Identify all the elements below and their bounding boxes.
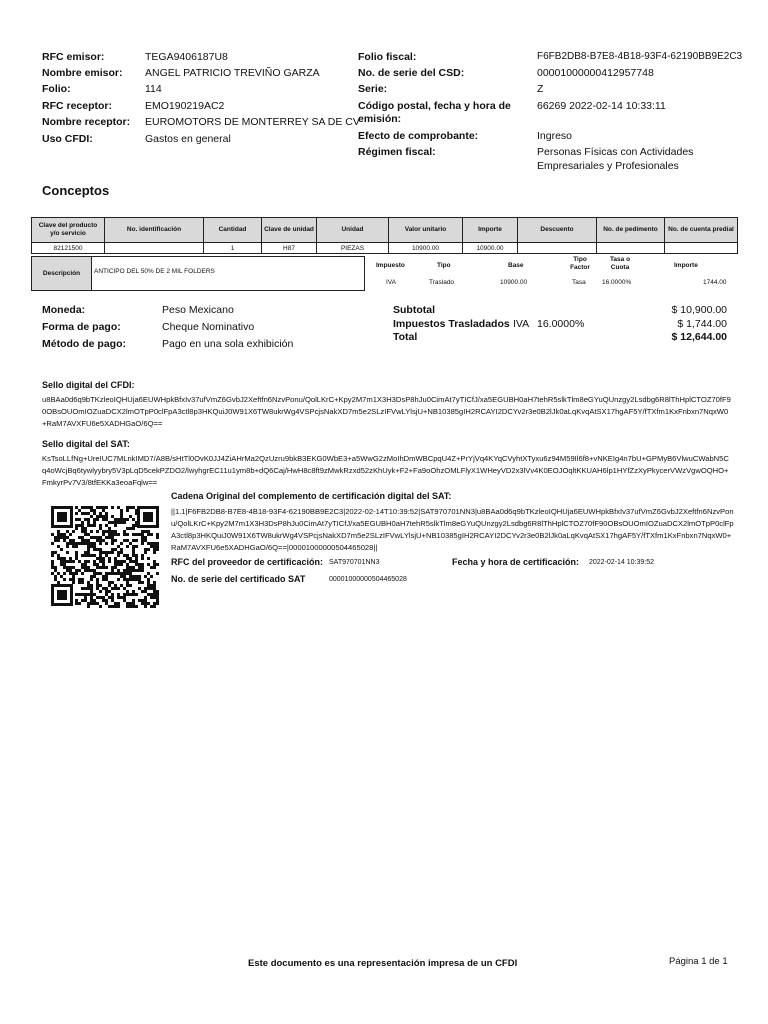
descripcion-value-box <box>91 256 365 291</box>
forma-pago-value: Cheque Nominativo <box>162 321 255 333</box>
qr-code <box>49 504 161 608</box>
tax-value-base: 10900.00 <box>500 279 528 286</box>
tax-value-impuesto: IVA <box>386 279 396 286</box>
moneda-label: Moneda: <box>42 304 86 316</box>
impuestos-tasa: 16.0000% <box>537 318 585 330</box>
table-cell: 10900.00 <box>389 243 463 254</box>
col-header: No. identificación <box>105 218 204 243</box>
serie-sat-label: No. de serie del certificado SAT <box>171 574 306 584</box>
serie-sat-value: 00001000000504465028 <box>329 576 407 583</box>
col-header: Descuento <box>518 218 597 243</box>
table-cell: 10900.00 <box>463 243 518 254</box>
fecha-certificacion-label: Fecha y hora de certificación: <box>452 557 580 567</box>
tax-value-tasa: 16.0000% <box>602 279 632 286</box>
col-header: Unidad <box>317 218 389 243</box>
table-cell <box>105 243 204 254</box>
metodo-pago-value: Pago en una sola exhibición <box>162 338 294 350</box>
nombre-receptor-value: EUROMOTORS DE MONTERREY SA DE CV <box>145 116 360 128</box>
cp-fecha-label-2: emisión: <box>358 113 402 125</box>
table-cell: 82121500 <box>32 243 105 254</box>
cadena-title: Cadena Original del complemento de certificación digital del SAT: <box>171 491 452 501</box>
rfc-proveedor-value: SAT970701NN3 <box>329 559 380 566</box>
table-row <box>32 243 738 254</box>
footer-disclaimer: Este documento es una representación impresa de un CFDI <box>248 958 518 969</box>
table-cell <box>518 243 597 254</box>
fecha-certificacion-value: 2022-02-14 10:39:52 <box>589 559 654 566</box>
folio-fiscal-label: Folio fiscal: <box>358 51 417 63</box>
sello-sat-label: Sello digital del SAT: <box>42 439 130 449</box>
tax-value-factor: Tasa <box>572 279 586 286</box>
tax-header-factor: Tipo Factor <box>570 256 590 271</box>
cadena-value: ||1.1|F6FB2DB8-B7E8-4B18-93F4-62190BB9E2C3|2022-02-14T10:39:52|SAT970701NN3|u8BAa0d6q9bTKzleoIQHUja6EUWHpkBfxIv37ufVmZ6GvbJ2Xeftfn6NzvPonu/QolLKrC+Kpy2M7m1X3H3DsP8hJu0CimAt7yTICfJ/xa5EGUBH0aH7tehR5slkTlm8eGYuQUnzgy2Lsdbg6R8lThHplCTOZ70fF90OBsOUOmIOZuaDCX2lmOTpP0clFpA3ctl8p3HKQuiJ0W91X6TW8ukrWg4VSPcjsNakXD7m5e2SLzIFVwLYlsjU+NB10385gIH2RCAYI2DCYv2r3e0B2lJk0aLqKvqAtSX17hgAF5Y/fTXfm1KxFnbxn7NqxW0+RaM7AVXFU6e5XADHGaO/6Q==|00001000000504465028|| <box>171 507 734 552</box>
impuestos-label: Impuestos Trasladados <box>393 318 510 330</box>
concepts-table <box>31 217 738 254</box>
uso-cfdi-label: Uso CFDI: <box>42 133 93 145</box>
cp-fecha-value: 66269 2022-02-14 10:33:11 <box>537 100 666 112</box>
tax-value-importe: 1744.00 <box>703 279 727 286</box>
impuestos-value: $ 1,744.00 <box>677 318 727 330</box>
rfc-receptor-value: EMO190219AC2 <box>145 100 225 112</box>
efecto-label: Efecto de comprobante: <box>358 130 479 142</box>
nombre-receptor-label: Nombre receptor: <box>42 116 131 128</box>
rfc-emisor-label: RFC emisor: <box>42 51 105 63</box>
rfc-receptor-label: RFC receptor: <box>42 100 113 112</box>
csd-label: No. de serie del CSD: <box>358 67 465 79</box>
descripcion-label: Descripción <box>31 256 92 291</box>
folio-label: Folio: <box>42 83 71 95</box>
tax-header-tipo: Tipo <box>437 262 451 269</box>
rfc-emisor-value: TEGA9406187U8 <box>145 51 228 63</box>
col-header: Importe <box>463 218 518 243</box>
csd-value: 00001000000412957748 <box>537 67 654 79</box>
folio-value: 114 <box>145 83 162 95</box>
tax-header-impuesto: Impuesto <box>376 262 405 269</box>
nombre-emisor-value: ANGEL PATRICIO TREVIÑO GARZA <box>145 67 320 79</box>
descripcion-value: ANTICIPO DEL 50% DE 2 MIL FOLDERS <box>94 268 215 275</box>
forma-pago-label: Forma de pago: <box>42 321 121 333</box>
moneda-value: Peso Mexicano <box>162 304 234 316</box>
col-header: Valor unitario <box>389 218 463 243</box>
subtotal-label: Subtotal <box>393 304 435 316</box>
efecto-value: Ingreso <box>537 130 573 142</box>
serie-label: Serie: <box>358 83 388 95</box>
regimen-value-2: Empresariales y Profesionales <box>537 160 679 172</box>
tax-header-base: Base <box>508 262 524 269</box>
table-cell: PIEZAS <box>317 243 389 254</box>
rfc-proveedor-label: RFC del proveedor de certificación: <box>171 557 324 567</box>
col-header: Clave de unidad <box>262 218 317 243</box>
page-number: Página 1 de 1 <box>669 956 728 967</box>
folio-fiscal-value: F6FB2DB8-B7E8-4B18-93F4-62190BB9E2C3 <box>537 51 743 62</box>
conceptos-title: Conceptos <box>42 183 110 198</box>
sello-cfdi-label: Sello digital del CFDI: <box>42 380 135 390</box>
subtotal-value: $ 10,900.00 <box>671 304 727 316</box>
total-value: $ 12,644.00 <box>671 331 727 343</box>
col-header: No. de cuenta predial <box>665 218 738 243</box>
sello-cfdi-value: u8BAa0d6q9bTKzleoIQHUja6EUWHpkBfxIv37ufVmZ6GvbJ2Xeftfn6NzvPonu/QolLKrC+Kpy2M7m1X3H3DsP8hJu0CimAt7yTICfJ/xa5EGUBH0aH7tehR5slkTlm8eGYuQUnzgy2Lsdbg6R8lThHplCTOZ70fF90OBsOUOmIOZuaDCX2lmOTpP0clFpA3ctl8p3HKQuiJ0W91X6TW8ukrWg4VSPcjsNakXD7m5e2SLzIFVwLYlsjU+NB10385gIH2RCAYI2DCYv2r3e0B2lJk0aLqKvqAtSX17hgAF5Y/fTXfm1KxFnbxn7NqxW0+RaM7AVXFU6e5XADHGaO/6Q== <box>42 395 731 428</box>
description-block <box>31 256 737 291</box>
col-header: Cantidad <box>204 218 262 243</box>
uso-cfdi-value: Gastos en general <box>145 133 231 145</box>
sello-sat-value: KsTsoLLfNg+UreIUC7MLnkIMD7/A8B/sHtTl0OvK0JJ4ZiAHrMa2QzUzru9bkB3EKG0WbE3+a5WwG2zMoIhDmWBCpqU4Z+PrYjVq4KYqCVyhtXTyxu6z94M59Il6f8+vNKEIg4n7bU+GPMyB6VlwuCWabN5Cq4oWcjBq6tywlyybry5V3pLqD5cekPZDO2/lwyhgrEC11u1ym8b+dQ6Caj/HwH8c8ft9zMwkRzxd52zKhUyk+F2+Fa9oOhzOMLFlyX1WHeyVD2x3lVv4K0EOJOqltKKUAH6lp1HYfZzXyPkycerVWzVgwOQHO+FmkyrPv7V3/8tfEKKa3eoaFqlw== <box>42 454 729 487</box>
metodo-pago-label: Método de pago: <box>42 338 126 350</box>
tax-header-tasa: Tasa o Cuota <box>609 256 631 271</box>
regimen-label: Régimen fiscal: <box>358 146 436 158</box>
table-cell: 1 <box>204 243 262 254</box>
total-label: Total <box>393 331 418 343</box>
col-header: Clave del producto y/o servicio <box>32 218 105 243</box>
table-header-row <box>32 218 738 243</box>
nombre-emisor-label: Nombre emisor: <box>42 67 123 79</box>
tax-value-tipo: Traslado <box>429 279 455 286</box>
table-cell <box>665 243 738 254</box>
tax-header-importe: Importe <box>674 262 698 269</box>
cp-fecha-label: Código postal, fecha y hora de <box>358 100 511 112</box>
col-header: No. de pedimento <box>597 218 665 243</box>
table-cell: H87 <box>262 243 317 254</box>
table-cell <box>597 243 665 254</box>
regimen-value: Personas Físicas con Actividades <box>537 146 694 158</box>
serie-value: Z <box>537 83 544 95</box>
impuestos-tipo: IVA <box>513 318 530 330</box>
